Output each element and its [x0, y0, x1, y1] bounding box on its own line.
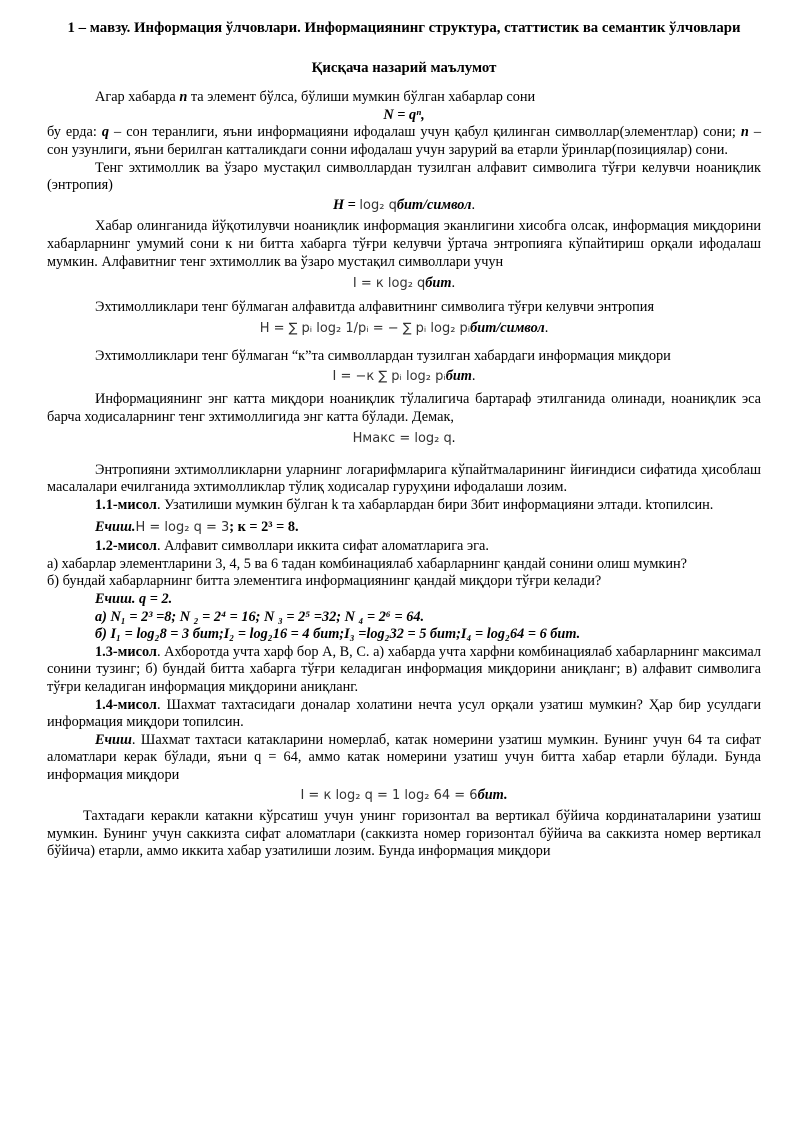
example-1-1-solution: Ечиш.H = log₂ q = 3; к = 2³ = 8. [95, 518, 299, 535]
paragraph-messages: Агар хабарда n та элемент бўлса, бўлиши мумкин бўлган хабарлар сони [95, 89, 536, 106]
example-1-2-solution-b: б) I₁ = log₂8 = 3 бит;I₂ = log₂16 = 4 бит;I₃ =log₂32 = 5 бит;I₄ = log₂64 = 6 бит. [95, 626, 581, 643]
document-title: 1 – мавзу. Информация ўлчовлари. Информациянинг структура, статтистик ва семантик ўлчовлари [67, 20, 741, 36]
formula-messages-count: N = qⁿ, [383, 106, 425, 123]
paragraph-information-amount: Хабар олинганида йўқотилувчи ноаниқлик информация эканлигини хисобга олсак, информация миқдорини хабарларнинг умумий сони к ни битта хабарга тўғри келувчи ўртача энтропияга кўпайтириш орқали ифодалаш мумкин. Алфавитниг тенг эхтимоллик ва ўзаро мустақил символлари учун [47, 218, 761, 270]
section-subtitle: Қисқача назарий маълумот [311, 59, 497, 76]
paragraph-unequal-entropy: Эхтимолликлари тенг бўлмаган алфавитда алфавитнинг символига тўғри келувчи энтропия [95, 298, 655, 315]
formula-max-entropy: Hмакс = log₂ q. [352, 430, 456, 447]
formula-unequal-information: I = −к ∑ pᵢ log₂ pᵢбит. [332, 367, 476, 384]
example-1-2-solution: Ечиш. q = 2. [95, 591, 173, 608]
example-1-3: 1.3-мисол. Ахборотда учта харф бор А, В, С. а) хабарда учта харфни комбинациялаб хабарларнинг максимал сонини тузинг; б) бундай битта хабарга тўғри келадиган информация миқдорини аниқланг; в) алфавит символига тўғри келадиган информация миқдорини аниқланг. [47, 643, 761, 695]
paragraph-unequal-information: Эхтимолликлари тенг бўлмаган “к”та символлардан тузилган хабардаги информация миқдори [95, 347, 671, 364]
formula-chess-information: I = к log₂ q = 1 log₂ 64 = 6бит. [300, 786, 508, 803]
example-1-4: 1.4-мисол. Шахмат тахтасидаги доналар холатини нечта усул орқали узатиш мумкин? Ҳар бир усулдаги информация миқдори топилсин. [47, 696, 761, 731]
document-page [47, 20, 761, 861]
example-1-1: 1.1-мисол. Узатилиши мумкин бўлган k та хабарлардан бири 3бит информацияни элтади. kтопилсин. [95, 497, 714, 514]
paragraph-entropy-calculation: Энтропияни эхтимолликларни уларнинг логарифмларига кўпайтмаларининг йиғиндиси сифатида ҳисоблаш масалалари ечилганида эхтимолликлар тўлиқ ходисалар гуруҳини ифодалаши лозим. [47, 461, 761, 496]
paragraph-entropy: Тенг эхтимоллик ва ўзаро мустақил символлардан тузилган алфавит символига тўғри келувчи ноаниқлик (энтропия) [47, 159, 761, 194]
paragraph-max-information: Информациянинг энг катта миқдори ноаниқлик тўлалигича бартараф этилганида олинади, ноаниқлик эса барча ходисаларнинг тенг эхтимоллигида энг катта бўлади. Демак, [47, 391, 761, 425]
formula-unequal-entropy: H = ∑ pᵢ log₂ 1/pᵢ = − ∑ pᵢ log₂ pᵢбит/символ. [259, 320, 549, 337]
example-1-4-solution: Ечиш. Шахмат тахтаси катакларини номерлаб, катак номерини узатиш мумкин. Бунинг учун 64 та сифат аломатлари керак бўлади, яъни q = 64, аммо катак номерини узатиш учун битта хабар етарли бўлади. Бунда информация миқдори [47, 731, 761, 783]
formula-information: I = к log₂ qбит. [352, 275, 456, 292]
paragraph-definitions: бу ерда: q – сон теранлиги, яъни информацияни ифодалаш учун қабул қилинган символлар(элементлар) сони; n – сон узунлиги, яъни берилган катталикдаги сонни ифодалаш учун зарурий ва етарли ўринлар(позициялар) сони. [47, 124, 761, 158]
example-1-2-question-b: б) бундай хабарларнинг битта элементига информациянинг қандай миқдори тўғри келади? [47, 573, 602, 590]
example-1-2-question-a: а) хабарлар элементларини 3, 4, 5 ва 6 тадан комбинациялаб хабарларнинг қандай сонини олиш мумкин? [47, 555, 687, 572]
example-1-2-solution-a: а) N₁ = 2³ =8; N ₂ = 2⁴ = 16; N ₃ = 2⁵ =32; N ₄ = 2⁶ = 64. [95, 608, 425, 625]
paragraph-chess-coordinates: Тахтадаги керакли катакни кўрсатиш учун унинг горизонтал ва вертикал бўйича кординаталарини узатиш мумкин. Бунинг учун саккизта сифат аломатлари (саккизта номер горизонтал бўйича ва саккизта номер вертикал бўйича) етарли, аммо иккита хабар узатилиши лозим. Бунда информация миқдори [47, 808, 761, 860]
formula-entropy: H = log₂ qбит/символ. [332, 196, 476, 213]
example-1-2: 1.2-мисол. Алфавит символлари иккита сифат аломатларига эга. [95, 538, 489, 555]
